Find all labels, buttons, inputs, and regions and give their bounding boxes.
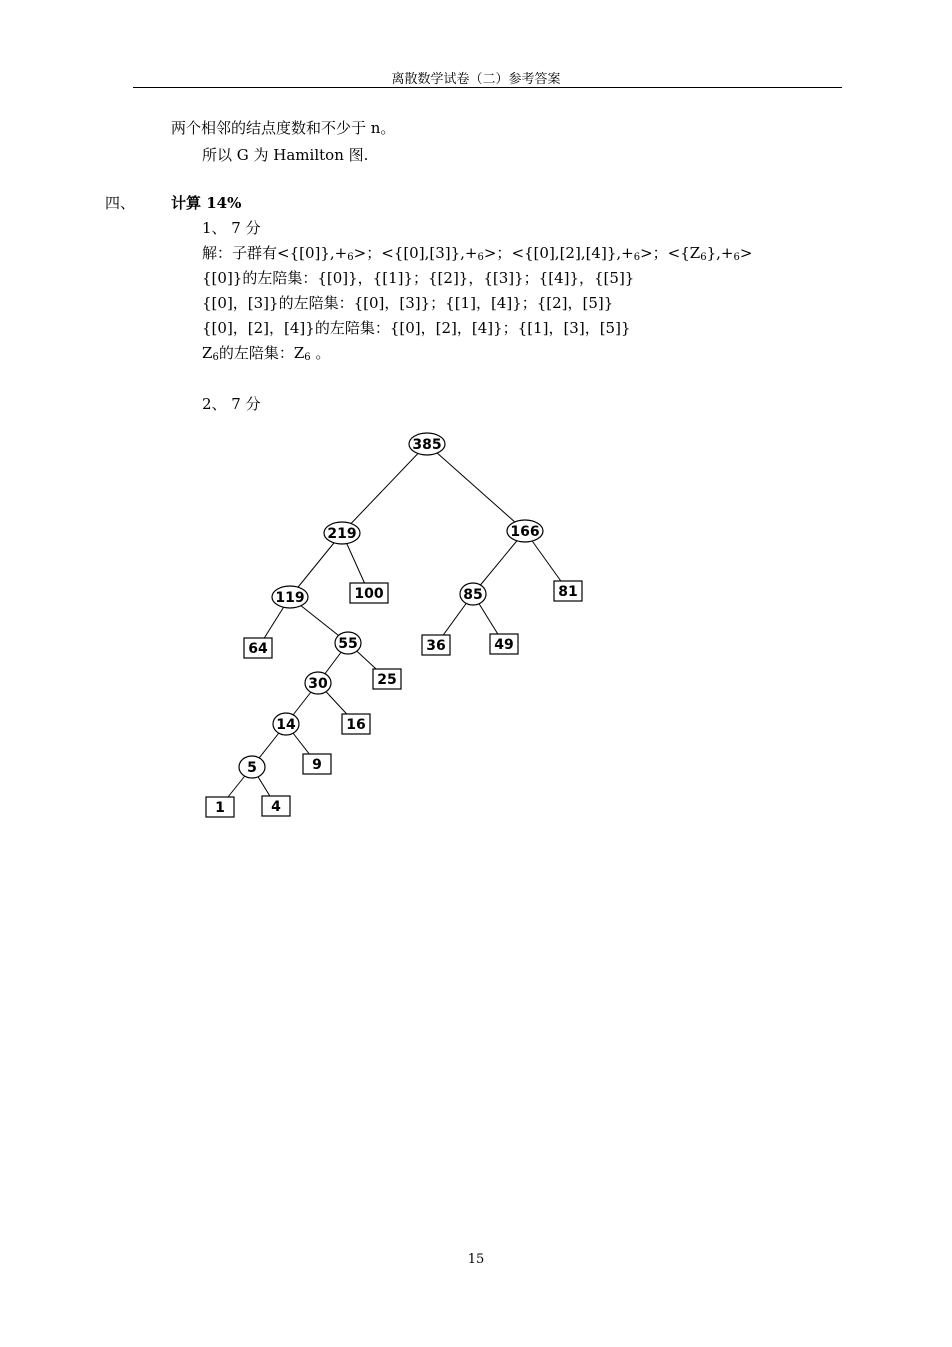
tree-leaf-9 (303, 754, 331, 774)
coset-line-2: {[0]，[3]}的左陪集：{[0]，[3]}；{[1]，[4]}；{[2]，[5]} (202, 294, 614, 312)
tree-leaf-100 (350, 583, 388, 603)
section-number: 四、 (105, 194, 136, 212)
page-header-title: 离散数学试卷（二）参考答案 (391, 72, 561, 87)
svg-text:55: 55 (338, 636, 358, 652)
subgroup-3: $<\{[0],[2],[4]\},+_6>$； (511, 244, 668, 263)
tree-leaf-49 (490, 634, 518, 654)
tree-node-55 (335, 632, 361, 654)
tree-node-219 (324, 522, 360, 544)
coset-line-1: {[0]}的左陪集：{[0]}，{[1]}；{[2]}，{[3]}；{[4]}，{[5]} (202, 269, 635, 287)
page-number: 15 (467, 1252, 485, 1267)
tree-leaf-64 (244, 638, 272, 658)
svg-text:81: 81 (558, 584, 578, 600)
tree-node-119 (272, 586, 308, 608)
svg-text:219: 219 (327, 526, 357, 542)
tree-leaf-4 (262, 796, 290, 816)
tree-edge-385-166 (427, 444, 525, 531)
subgroup-2: $<\{[0],[3]\},+_6>$； (381, 244, 512, 263)
tree-node-166 (507, 520, 543, 542)
svg-text:49: 49 (494, 637, 514, 653)
subgroup-1: $<\{[0]\},+_6>$； (277, 244, 382, 263)
tree-edge-385-219 (342, 444, 427, 533)
svg-text:166: 166 (510, 524, 540, 540)
svg-text:385: 385 (412, 437, 442, 453)
svg-text:4: 4 (271, 799, 281, 815)
svg-text:85: 85 (463, 587, 483, 603)
tree-node-14 (273, 713, 299, 735)
svg-text:36: 36 (426, 638, 446, 654)
coset-line-3: {[0]，[2]，[4]}的左陪集：{[0]，[2]，[4]}；{[1]，[3]，[5]} (202, 319, 631, 337)
svg-text:100: 100 (354, 586, 384, 602)
solution-prefix: 解：子群有 (202, 244, 278, 262)
tree-node-30 (305, 672, 331, 694)
q1-label: 1、 7 分 (202, 219, 261, 237)
tree-leaf-81 (554, 581, 582, 601)
tree-node-385 (409, 433, 445, 455)
svg-text:64: 64 (248, 641, 268, 657)
tree-leaf-25 (373, 669, 401, 689)
q2-label: 2、 7 分 (202, 395, 261, 413)
coset-line-4: $Z_6$的左陪集：$Z_6$ 。 (202, 344, 331, 363)
svg-text:25: 25 (377, 672, 397, 688)
continuation-line-2: 所以 G 为 Hamilton 图. (202, 146, 369, 164)
svg-text:9: 9 (312, 757, 322, 773)
tree-leaf-36 (422, 635, 450, 655)
svg-text:16: 16 (346, 717, 366, 733)
tree-leaf-1 (206, 797, 234, 817)
svg-text:119: 119 (275, 590, 305, 606)
tree-node-85 (460, 583, 486, 605)
continuation-line-1: 两个相邻的结点度数和不少于 n。 (171, 119, 396, 137)
svg-text:30: 30 (308, 676, 328, 692)
svg-text:1: 1 (215, 800, 225, 816)
svg-text:14: 14 (276, 717, 296, 733)
section-title: 计算 14% (171, 194, 242, 212)
subgroup-4: $<\{Z_6\},+_6>$ (667, 244, 753, 263)
svg-text:5: 5 (247, 760, 257, 776)
tree-node-5 (239, 756, 265, 778)
tree-leaf-16 (342, 714, 370, 734)
